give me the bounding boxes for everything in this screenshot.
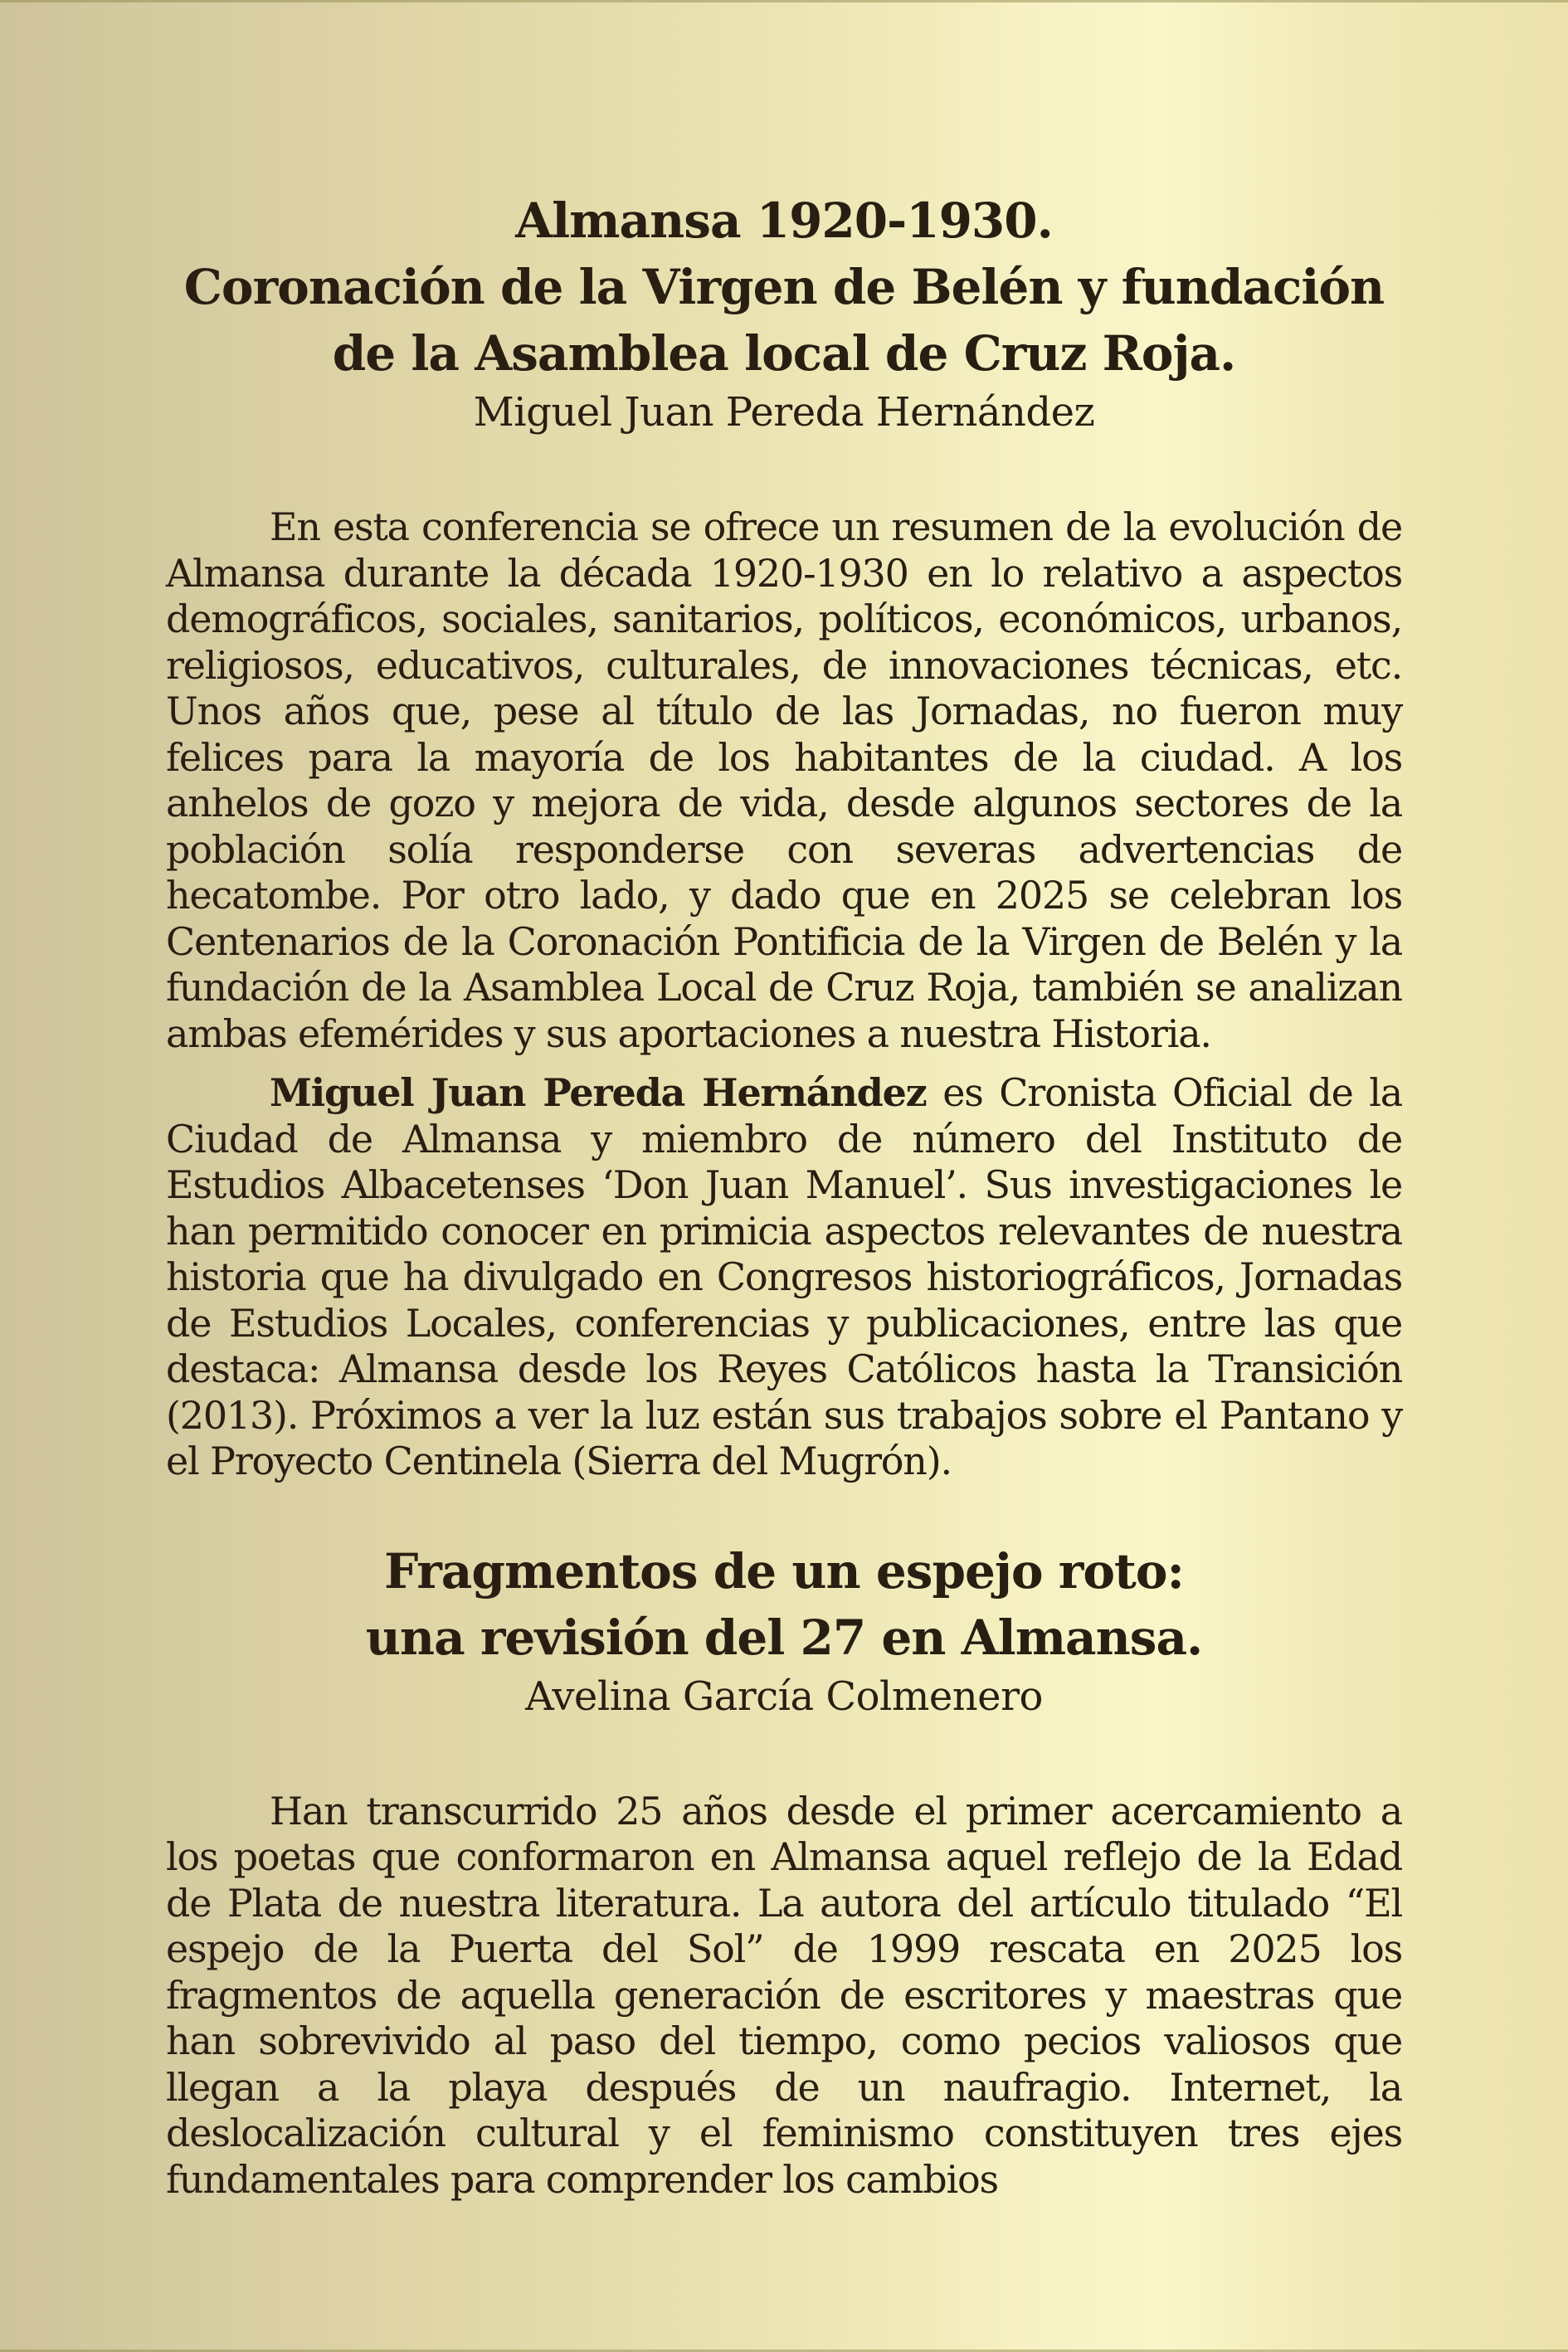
talk-title xyxy=(166,1538,1402,1671)
talk-title-line: Almansa 1920-1930. xyxy=(515,192,1053,249)
talk-title-line: Fragmentos de un espejo roto: xyxy=(384,1542,1184,1600)
talk-section-espejo-roto xyxy=(166,1538,1402,2203)
talk-title-line: de la Asamblea local de Cruz Roja. xyxy=(332,325,1236,382)
page-content xyxy=(0,187,1568,2203)
speaker-name: Miguel Juan Pereda Hernández xyxy=(473,389,1095,436)
speaker-name: Avelina García Colmenero xyxy=(525,1673,1043,1720)
page-top-edge xyxy=(0,0,1568,2)
abstract-text: Han transcurrido 25 años desde el primer acercamiento a los poetas que conformaron en Almansa aquel reflejo de la Edad de Plata de nuestra literatura. La autora del artículo titulado “El espejo de la Puerta del Sol” de 1999 rescata en 2025 los fragmentos de aquella generación de escritores y maestras que han sobrevivido al paso del tiempo, como pecios valiosos que llegan a la playa después de un naufragio. Internet, la deslocalización cultural y el feminismo constituyen tres ejes fundamentales para comprender los cambios xyxy=(166,1788,1402,2202)
talk-title-line: Coronación de la Virgen de Belén y fundación xyxy=(183,259,1385,315)
abstract-text: En esta conferencia se ofrece un resumen de la evolución de Almansa durante la década 1920-1930 en lo relativo a aspectos demográficos, sociales, sanitarios, políticos, económicos, urbanos, religiosos, educativos, culturales, de innovaciones técnicas, etc. Unos años que, pese al título de las Jornadas, no fueron muy felices para la mayoría de los habitantes de la ciudad. A los anhelos de gozo y mejora de vida, desde algunos sectores de la población solía responderse con severas advertencias de hecatombe. Por otro lado, y dado que en 2025 se celebran los Centenarios de la Coronación Pontificia de la Virgen de Belén y la fundación de la Asamblea Local de Cruz Roja, también se analizan ambas efemérides y sus aportaciones a nuestra Historia. xyxy=(166,504,1402,1056)
speaker-bio-paragraph xyxy=(166,1070,1402,1485)
talk-title xyxy=(166,187,1402,387)
talk-section-almansa-1920-1930 xyxy=(166,187,1402,1485)
speaker-bio-text: es Cronista Oficial de la Ciudad de Almansa y miembro de número del Instituto de Estudios Albacetenses ‘Don Juan Manuel’. Sus investigaciones le han permitido conocer en primicia aspectos relevantes de nuestra historia que ha divulgado en Congresos historiográficos, Jornadas de Estudios Locales, conferencias y publicaciones, entre las que destaca: Almansa desde los Reyes Católicos hasta la Transición (2013). Próximos a ver la luz están sus trabajos sobre el Pantano y el Proyecto Centinela (Sierra del Mugrón). xyxy=(166,1070,1402,1483)
abstract-paragraph xyxy=(166,504,1402,1057)
speaker-bio-lead: Miguel Juan Pereda Hernández xyxy=(270,1070,927,1115)
abstract-paragraph xyxy=(166,1789,1402,2203)
talk-title-line: una revisión del 27 en Almansa. xyxy=(365,1609,1203,1666)
